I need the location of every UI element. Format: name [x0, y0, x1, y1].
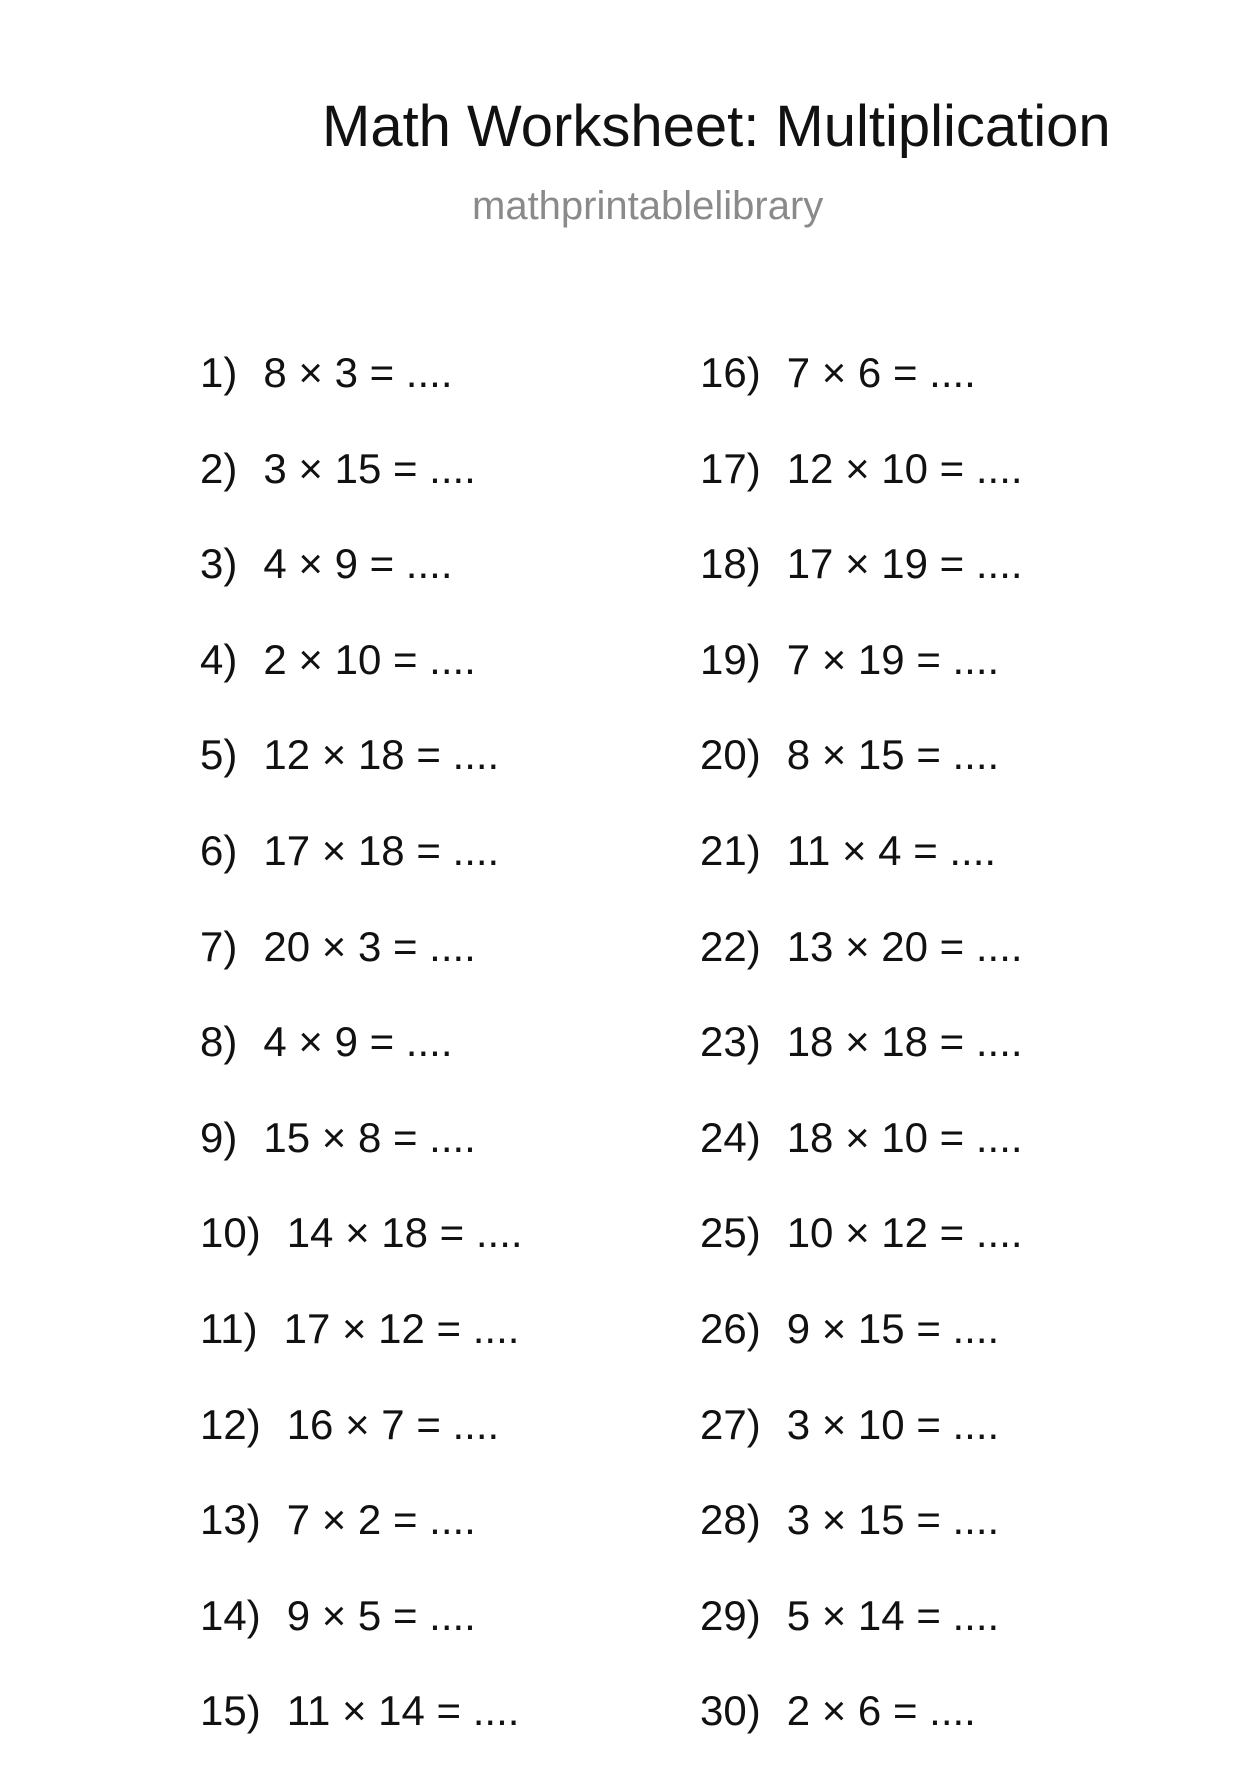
- problem-number: 13): [200, 1496, 261, 1544]
- problem-expression: 8 × 3 = ....: [263, 349, 453, 396]
- problem-number: 17): [700, 444, 761, 492]
- problem-expression: 5 × 14 = ....: [786, 1591, 1000, 1639]
- problem-15: [200, 1687, 523, 1786]
- problem-number: 7): [200, 922, 238, 970]
- worksheet-subtitle: mathprintablelibrary: [472, 184, 824, 228]
- problem-expression: 15 × 8 = ....: [263, 1113, 476, 1161]
- problem-expression: 3 × 10 = ....: [786, 1400, 1000, 1448]
- problem-number: 24): [700, 1113, 761, 1161]
- problem-expression: 17 × 12 = ....: [283, 1304, 520, 1352]
- problem-number: 12): [200, 1400, 261, 1448]
- problem-28: [700, 1496, 1023, 1595]
- problem-expression: 4 × 9 = ....: [263, 1018, 453, 1066]
- problem-19: [700, 635, 1023, 735]
- problem-number: 30): [700, 1687, 761, 1735]
- problem-9: [200, 1113, 523, 1213]
- problem-2: [200, 444, 523, 544]
- problem-number: 26): [700, 1304, 761, 1352]
- problem-30: [700, 1687, 1023, 1786]
- problem-number: 25): [700, 1209, 761, 1257]
- problem-number: 4): [200, 635, 238, 683]
- problem-expression: 17 × 18 = ....: [263, 826, 500, 874]
- problem-expression: 11 × 14 = ....: [286, 1687, 520, 1735]
- problem-22: [700, 922, 1023, 1022]
- problem-expression: 7 × 19 = ....: [786, 635, 1000, 683]
- problem-number: 21): [700, 826, 761, 874]
- problem-column-left: [200, 349, 523, 1786]
- problem-16: [700, 349, 1023, 448]
- problem-expression: 2 × 6 = ....: [786, 1687, 976, 1735]
- problem-number: 15): [200, 1687, 261, 1735]
- problem-number: 5): [200, 731, 238, 779]
- problem-expression: 14 × 18 = ....: [286, 1209, 523, 1257]
- problem-expression: 7 × 2 = ....: [286, 1496, 476, 1544]
- problem-expression: 12 × 10 = ....: [786, 444, 1023, 492]
- problem-expression: 9 × 5 = ....: [286, 1591, 476, 1639]
- problem-expression: 3 × 15 = ....: [786, 1496, 1000, 1544]
- problem-number: 29): [700, 1591, 761, 1639]
- problem-expression: 16 × 7 = ....: [286, 1400, 500, 1448]
- problem-expression: 12 × 18 = ....: [263, 731, 500, 779]
- problem-3: [200, 540, 523, 639]
- problem-18: [700, 540, 1023, 639]
- problem-20: [700, 731, 1023, 830]
- problem-expression: 4 × 9 = ....: [263, 540, 453, 588]
- problem-number: 8): [200, 1018, 238, 1066]
- problem-29: [700, 1591, 1023, 1691]
- problem-list: [0, 349, 1240, 1735]
- problem-1: [200, 349, 523, 448]
- problem-number: 16): [700, 349, 761, 396]
- problem-4: [200, 635, 523, 735]
- problem-26: [700, 1304, 1023, 1404]
- problem-number: 18): [700, 540, 761, 588]
- problem-expression: 7 × 6 = ....: [786, 349, 976, 396]
- problem-6: [200, 826, 523, 926]
- problem-12: [200, 1400, 523, 1500]
- problem-expression: 3 × 15 = ....: [263, 444, 476, 492]
- problem-expression: 17 × 19 = ....: [786, 540, 1023, 588]
- problem-number: 3): [200, 540, 238, 588]
- problem-17: [700, 444, 1023, 544]
- problem-number: 19): [700, 635, 761, 683]
- problem-expression: 18 × 10 = ....: [786, 1113, 1023, 1161]
- problem-number: 20): [700, 731, 761, 779]
- problem-13: [200, 1496, 523, 1595]
- problem-number: 2): [200, 444, 238, 492]
- problem-24: [700, 1113, 1023, 1213]
- problem-expression: 11 × 4 = ....: [786, 826, 997, 874]
- problem-27: [700, 1400, 1023, 1500]
- problem-number: 10): [200, 1209, 261, 1257]
- problem-number: 23): [700, 1018, 761, 1066]
- problem-number: 28): [700, 1496, 761, 1544]
- problem-number: 11): [200, 1304, 258, 1352]
- problem-expression: 2 × 10 = ....: [263, 635, 476, 683]
- problem-number: 14): [200, 1591, 261, 1639]
- problem-number: 1): [200, 349, 238, 396]
- problem-expression: 18 × 18 = ....: [786, 1018, 1023, 1066]
- problem-7: [200, 922, 523, 1022]
- problem-11: [200, 1304, 523, 1404]
- problem-number: 9): [200, 1113, 238, 1161]
- problem-expression: 20 × 3 = ....: [263, 922, 476, 970]
- problem-5: [200, 731, 523, 830]
- problem-number: 22): [700, 922, 761, 970]
- problem-number: 27): [700, 1400, 761, 1448]
- problem-8: [200, 1018, 523, 1117]
- problem-expression: 13 × 20 = ....: [786, 922, 1023, 970]
- problem-23: [700, 1018, 1023, 1117]
- problem-expression: 8 × 15 = ....: [786, 731, 1000, 779]
- problem-10: [200, 1209, 523, 1308]
- problem-column-right: [700, 349, 1023, 1786]
- problem-21: [700, 826, 1023, 926]
- problem-number: 6): [200, 826, 238, 874]
- worksheet-title: Math Worksheet: Multiplication: [322, 94, 1111, 159]
- problem-25: [700, 1209, 1023, 1308]
- problem-expression: 10 × 12 = ....: [786, 1209, 1023, 1257]
- problem-14: [200, 1591, 523, 1691]
- problem-expression: 9 × 15 = ....: [786, 1304, 1000, 1352]
